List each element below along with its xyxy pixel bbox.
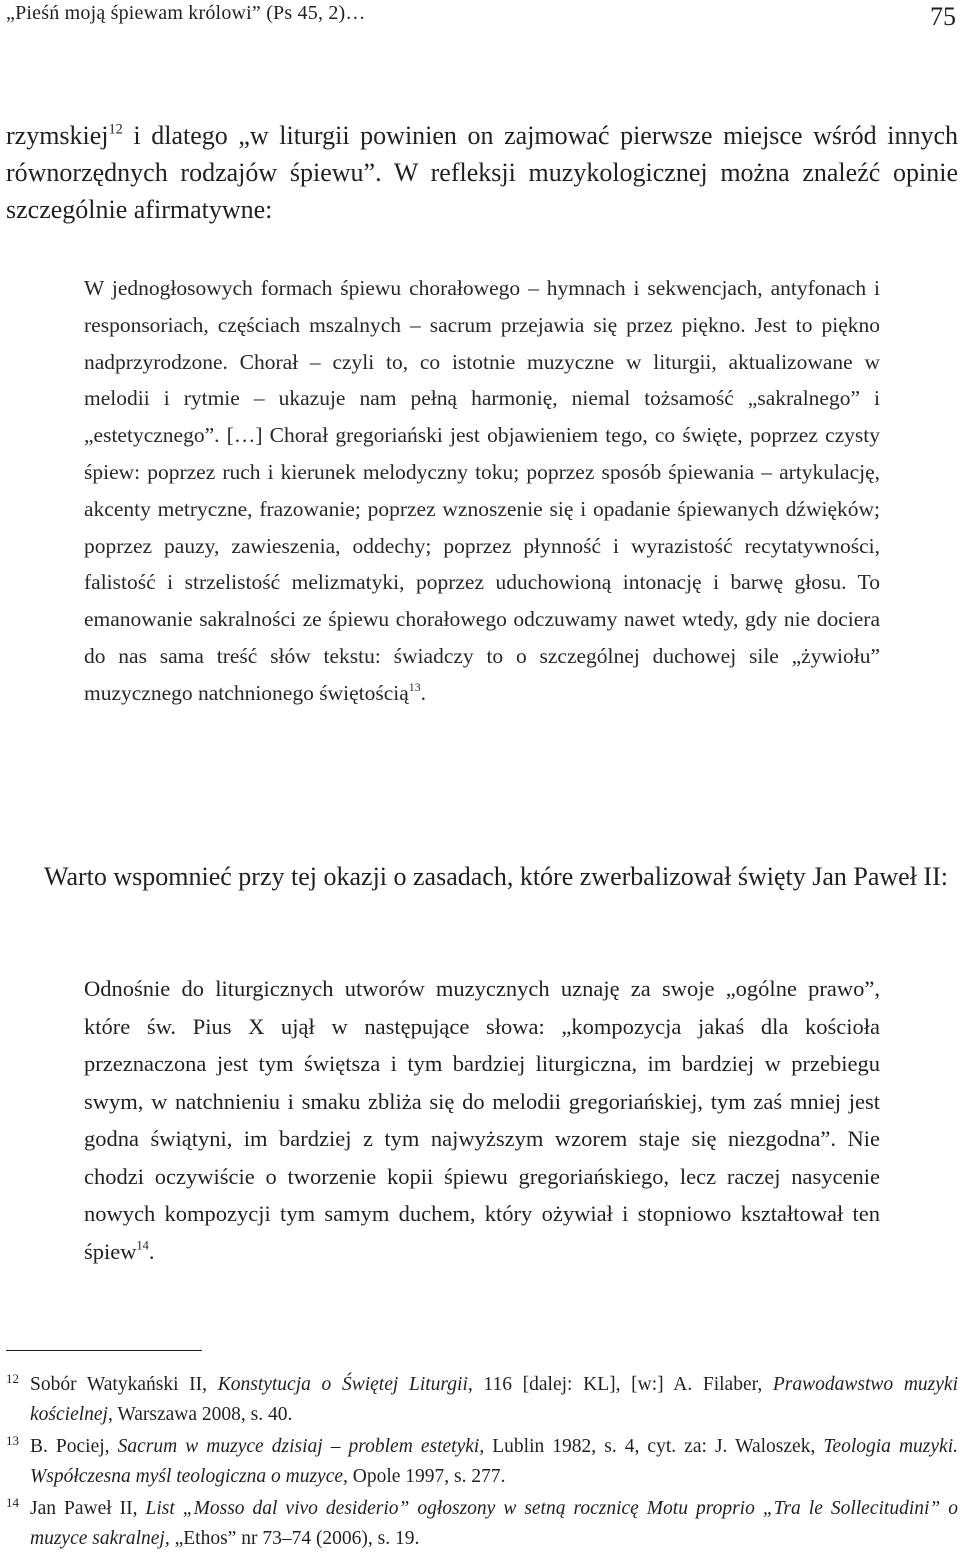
quote-text: Odnośnie do liturgicznych utworów muzycznych uznaję za swoje „ogólne prawo”, które św. Pius X ujął w następujące słowa: „kompozycja jakaś dla kościoła przeznaczona jest tym świętsza i tym bardziej liturgiczna, im bardziej w przebiegu swym, w natchnieniu i smaku zbliża się do melodii gregoriańskiej, tym zaś mniej jest godna świątyni, im bardziej z tym najwyższym wzorem staje się niezgodna”. Nie chodzi oczywiście o tworzenie kopii śpiewu gregoriańskiego, lecz raczej nasycenie nowych kompozycji tym samym duchem, który ożywiał i stopniowo kształtował ten śpiew [84,976,880,1264]
footnote-number: 14 [6,1495,19,1510]
footnote-title: List „Mosso dal vivo desiderio” ogłoszony w setną rocznicę Motu proprio „Tra le Sollecitudini” o muzyce sakralnej, [30,1498,958,1549]
footnote-text: Lublin 1982, s. 4, cyt. za: J. Waloszek, [484,1436,824,1457]
footnote-separator [6,1350,202,1351]
footnote-text: Jan Paweł II, [30,1498,146,1519]
footnote-ref-12[interactable]: 12 [108,121,123,138]
footnote-title: Konstytucja o Świętej Liturgii [217,1374,468,1395]
footnote-text: , 116 [dalej: KL], [w:] A. Filaber, [467,1374,773,1395]
footnote-12 [6,1370,958,1429]
footnote-ref-14[interactable]: 14 [136,1238,149,1253]
block-quote-jan-pawel [84,970,880,1270]
footnote-text: Sobór Watykański II, [30,1374,218,1395]
page-number: 75 [930,2,956,31]
footnote-title: Prawodawstwo muzyki kościelnej [30,1374,958,1425]
footnote-title: Teologia muzyki. Współczesna myśl teologiczna o muzyce, [30,1436,958,1487]
running-title: „Pieśń moją śpiewam królowi” (Ps 45, 2)… [6,2,366,24]
footnote-number: 12 [6,1371,19,1386]
footnote-text: B. Pociej, [30,1436,118,1457]
body-paragraph: Warto wspomnieć przy tej okazji o zasadach, które zwerbalizował święty Jan Paweł II: [44,862,948,891]
quote-end: . [148,1238,155,1264]
intro-paragraph [6,117,958,228]
quote-end: . [420,680,426,705]
footnotes [6,1370,958,1556]
footnote-number: 13 [6,1433,19,1448]
footnote-14 [6,1494,958,1553]
footnote-text: , Warszawa 2008, s. 40. [107,1403,293,1425]
footnote-ref-13[interactable]: 13 [408,679,421,694]
footnote-title: Sacrum w muzyce dzisiaj – problem estetyki, [117,1436,485,1457]
intro-text-rest: i dlatego „w liturgii powinien on zajmować pierwsze miejsce wśród innych równorzędnych rodzajów śpiewu”. W refleksji muzykologicznej można znaleźć opinie szczególnie afirmatywne: [6,121,958,224]
quote-text: W jednogłosowych formach śpiewu chorałowego – hymnach i sekwencjach, antyfonach i responsoriach, częściach mszalnych – sacrum przejawia się przez piękno. Jest to piękno nadprzyrodzone. Chorał – czyli to, co istotnie muzyczne w liturgii, aktualizowane w melodii i rytmie – ukazuje nam pełną harmonię, niemal tożsamość „sakralnego” i „estetycznego”. […] Chorał gregoriański jest objawieniem tego, co święte, poprzez czysty śpiew: poprzez ruch i kierunek melodyczny toku; poprzez sposób śpiewania – artykulację, akcenty metryczne, frazowanie; poprzez wznoszenie się i opadanie śpiewanych dźwięków; poprzez pauzy, zawieszenia, oddechy; poprzez płynność i wyrazistość recytatywności, falistość i strzelistość melizmatyki, poprzez uduchowioną intonację i barwę głosu. To emanowanie sakralności ze śpiewu chorałowego odczuwamy nawet wtedy, gdy nie dociera do nas sama treść słów tekstu: świadczy to o szczególnej duchowej sile „żywiołu” muzycznego natchnionego świętością [84,276,880,705]
footnote-13 [6,1432,958,1491]
intro-text-start: rzymskiej [6,121,109,150]
block-quote-pociej [84,270,880,712]
footnote-text: Opole 1997, s. 277. [347,1465,506,1487]
footnote-text: „Ethos” nr 73–74 (2006), s. 19. [169,1527,420,1549]
